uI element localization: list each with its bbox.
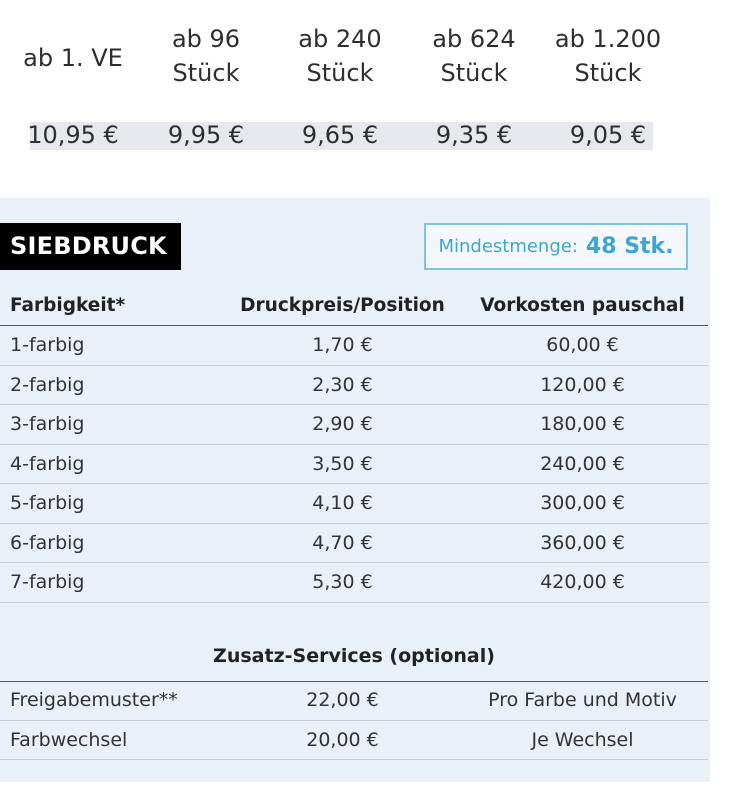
cell-color-count: 2-farbig	[10, 373, 85, 396]
cell-service-price: 22,00 €	[306, 689, 379, 712]
minimum-quantity-value: 48 Stk.	[585, 234, 674, 259]
tier-label: ab 1. VE	[23, 44, 123, 72]
siebdruck-badge: SIEBDRUCK	[0, 223, 181, 270]
price-tiers	[0, 0, 730, 190]
cell-service-note: Je Wechsel	[531, 728, 634, 751]
siebdruck-panel	[0, 198, 710, 782]
tier-label: ab 624 Stück	[432, 25, 516, 87]
cell-color-count: 6-farbig	[10, 531, 85, 554]
service-row	[0, 681, 708, 721]
tier-price: 9,35 €	[435, 121, 513, 149]
tier-price: 9,65 €	[301, 121, 379, 149]
cell-print-price: 3,50 €	[312, 452, 373, 475]
table-row	[0, 366, 708, 406]
cell-print-price: 4,10 €	[312, 492, 373, 515]
table-row	[0, 445, 708, 485]
tier-label: ab 240 Stück	[298, 25, 382, 87]
tier-label: ab 1.200 Stück	[554, 25, 662, 87]
cell-setup-cost: 420,00 €	[540, 571, 625, 594]
header-druckpreis: Druckpreis/Position	[240, 294, 445, 316]
header-vorkosten: Vorkosten pauschal	[480, 294, 685, 316]
service-row	[0, 721, 708, 761]
cell-print-price: 2,90 €	[312, 413, 373, 436]
tier-price: 9,05 €	[569, 121, 647, 149]
cell-color-count: 3-farbig	[10, 413, 85, 436]
table-row	[0, 563, 708, 603]
cell-setup-cost: 180,00 €	[540, 413, 625, 436]
tier-price: 9,95 €	[167, 121, 245, 149]
minimum-quantity-box	[424, 223, 688, 270]
cell-print-price: 1,70 €	[312, 334, 373, 357]
table-header	[0, 286, 708, 326]
cell-color-count: 5-farbig	[10, 492, 85, 515]
cell-setup-cost: 120,00 €	[540, 373, 625, 396]
cell-service-price: 20,00 €	[306, 728, 379, 751]
cell-color-count: 7-farbig	[10, 571, 85, 594]
cell-service-name: Freigabemuster**	[10, 689, 178, 712]
cell-setup-cost: 300,00 €	[540, 492, 625, 515]
services-title: Zusatz-Services (optional)	[213, 645, 495, 667]
header-farbigkeit: Farbigkeit*	[10, 294, 126, 316]
cell-print-price: 4,70 €	[312, 531, 373, 554]
minimum-quantity-label: Mindestmenge:	[438, 236, 578, 257]
table-row	[0, 405, 708, 445]
tier-label: ab 96 Stück	[171, 25, 241, 87]
cell-service-name: Farbwechsel	[10, 728, 128, 751]
cell-print-price: 5,30 €	[312, 571, 373, 594]
cell-color-count: 4-farbig	[10, 452, 85, 475]
cell-service-note: Pro Farbe und Motiv	[488, 689, 677, 712]
cell-color-count: 1-farbig	[10, 334, 85, 357]
cell-setup-cost: 360,00 €	[540, 531, 625, 554]
tier-price: 10,95 €	[27, 121, 119, 149]
cell-setup-cost: 240,00 €	[540, 452, 625, 475]
cell-setup-cost: 60,00 €	[546, 334, 619, 357]
cell-print-price: 2,30 €	[312, 373, 373, 396]
table-row	[0, 484, 708, 524]
table-row	[0, 326, 708, 366]
table-row	[0, 524, 708, 564]
